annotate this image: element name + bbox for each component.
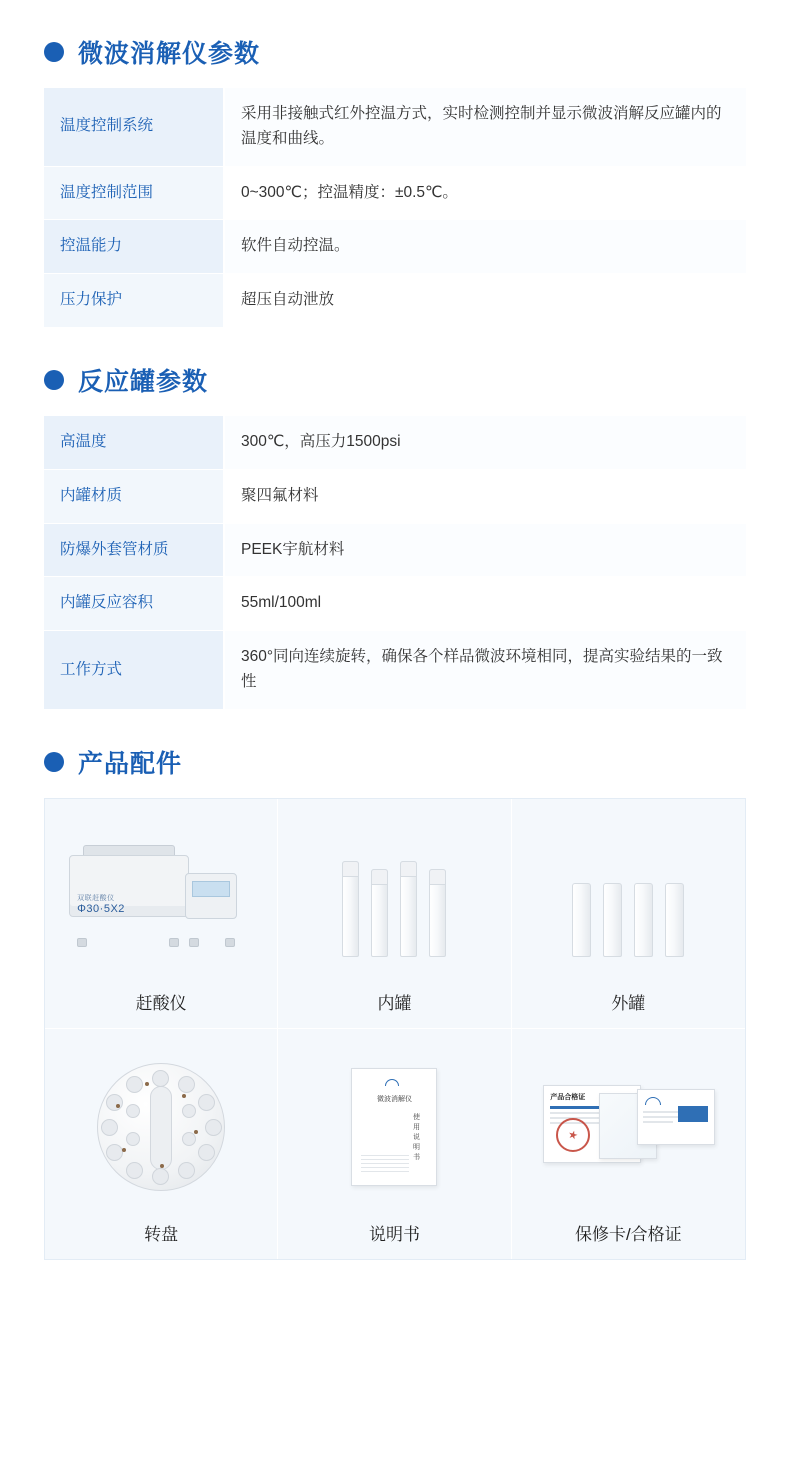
section-title: 反应罐参数 [78,367,209,396]
manual-illustration [351,1068,437,1186]
carousel-pin [145,1082,149,1086]
accessory-item-outer-vessel [512,799,745,1029]
acid-evaporator-illustration [61,837,261,957]
spec-value: PEEK宇航材料 [224,523,746,577]
section-heading-microwave-params [44,34,746,70]
carousel-hole [106,1144,123,1161]
carousel-hole [178,1162,195,1179]
section-heading-vessel-params [44,362,746,398]
certificate-title: 产品合格证 [550,1094,586,1102]
carousel-hole [152,1168,169,1185]
accessory-image [286,1043,502,1212]
spec-label: 控温能力 [44,220,224,274]
carousel-illustration [97,1063,225,1191]
spec-label: 高温度 [44,416,224,469]
section-heading-accessories [44,744,746,780]
evaporator-foot [189,938,199,947]
inner-vessel-illustration [342,837,446,957]
vessel-tube [400,861,417,957]
spec-label: 压力保护 [44,274,224,328]
accessory-image [520,1043,737,1212]
outer-vessel-illustration [572,837,684,957]
carousel-hole [178,1076,195,1093]
manual-logo [361,1079,427,1086]
spec-value: 0~300℃；控温精度：±0.5℃。 [224,166,746,220]
spec-value: 采用非接触式红外控温方式，实时检测控制并显示微波消解反应罐内的温度和曲线。 [224,88,746,166]
vessel-tube [665,883,684,957]
manual-text-lines [361,1155,409,1175]
spec-table-microwave-params [44,88,746,328]
spec-label: 温度控制范围 [44,166,224,220]
accessory-item-inner-vessel [278,799,511,1029]
table-row [44,577,746,631]
spec-value: 软件自动控温。 [224,220,746,274]
bullet-icon [44,370,64,390]
section-title: 微波消解仪参数 [78,40,261,68]
accessory-label: 赶酸仪 [135,993,187,1013]
manual-vertical-text: 使用说明书 [412,1113,420,1164]
carousel-pin [194,1130,198,1134]
carousel-hole [198,1094,215,1111]
carousel-hole [205,1119,222,1136]
manual-title: 微波消解仪 [376,1096,412,1104]
certificates-illustration [533,1067,723,1187]
carousel-hole [101,1119,118,1136]
evaporator-display-screen [192,881,230,897]
warranty-line [643,1121,673,1123]
carousel-hole [126,1104,140,1118]
table-row [44,220,746,274]
accessory-label: 内罐 [377,993,412,1013]
vessel-tube [603,883,622,957]
accessory-image [520,813,737,981]
table-row [44,631,746,710]
evaporator-foot [169,938,179,947]
vessel-tube [371,869,388,957]
evaporator-marking-main: Φ30·5X2 [77,902,125,915]
table-row [44,274,746,328]
carousel-pin [182,1094,186,1098]
carousel-hole [126,1162,143,1179]
vessel-tube [634,883,653,957]
carousel-pin [122,1148,126,1152]
warranty-card-accent [678,1106,708,1122]
evaporator-foot [77,938,87,947]
spec-value: 300℃，高压力1500psi [224,416,746,469]
accessory-item-certificates [512,1029,745,1259]
carousel-hole [182,1104,196,1118]
carousel-hole [126,1076,143,1093]
carousel-hole [198,1144,215,1161]
spec-label: 工作方式 [44,631,224,710]
accessory-item-carousel [45,1029,278,1259]
carousel-center-slot [150,1086,172,1170]
carousel-hole [152,1070,169,1087]
accessory-image [53,813,269,981]
red-stamp-icon [556,1118,590,1152]
carousel-hole [126,1132,140,1146]
manual-brand-text [402,1080,403,1085]
spec-value: 超压自动泄放 [224,274,746,328]
table-row [44,416,746,469]
spec-label: 温度控制系统 [44,88,224,166]
accessory-item-manual [278,1029,511,1259]
table-row [44,469,746,523]
evaporator-marking-sub: 双联赶酸仪 [77,894,115,902]
evaporator-marking [77,893,125,915]
accessory-label: 转盘 [144,1224,179,1244]
bullet-icon [44,42,64,62]
spec-value: 360°同向连续旋转，确保各个样品微波环境相同，提高实验结果的一致性 [224,631,746,710]
vessel-tube [429,869,446,957]
table-row [44,88,746,166]
spec-label: 内罐材质 [44,469,224,523]
spec-label: 内罐反应容积 [44,577,224,631]
accessory-label: 外罐 [611,993,646,1013]
spec-value: 55ml/100ml [224,577,746,631]
carousel-hole [106,1094,123,1111]
vessel-tube [572,883,591,957]
table-row [44,523,746,577]
wave-logo-icon [385,1079,399,1086]
accessory-image [53,1043,269,1212]
section-title: 产品配件 [78,749,183,778]
warranty-line [643,1116,681,1118]
spec-label: 防爆外套管材质 [44,523,224,577]
bullet-icon [44,752,64,772]
accessory-item-acid-evaporator [45,799,278,1029]
accessory-label: 说明书 [368,1224,420,1244]
accessories-grid [44,798,746,1260]
spec-value: 聚四氟材料 [224,469,746,523]
accessory-label: 保修卡/合格证 [574,1224,682,1244]
carousel-hole [182,1132,196,1146]
vessel-tube [342,861,359,957]
accessory-image [286,813,502,981]
table-row [44,166,746,220]
evaporator-foot [225,938,235,947]
spec-table-vessel-params [44,416,746,710]
